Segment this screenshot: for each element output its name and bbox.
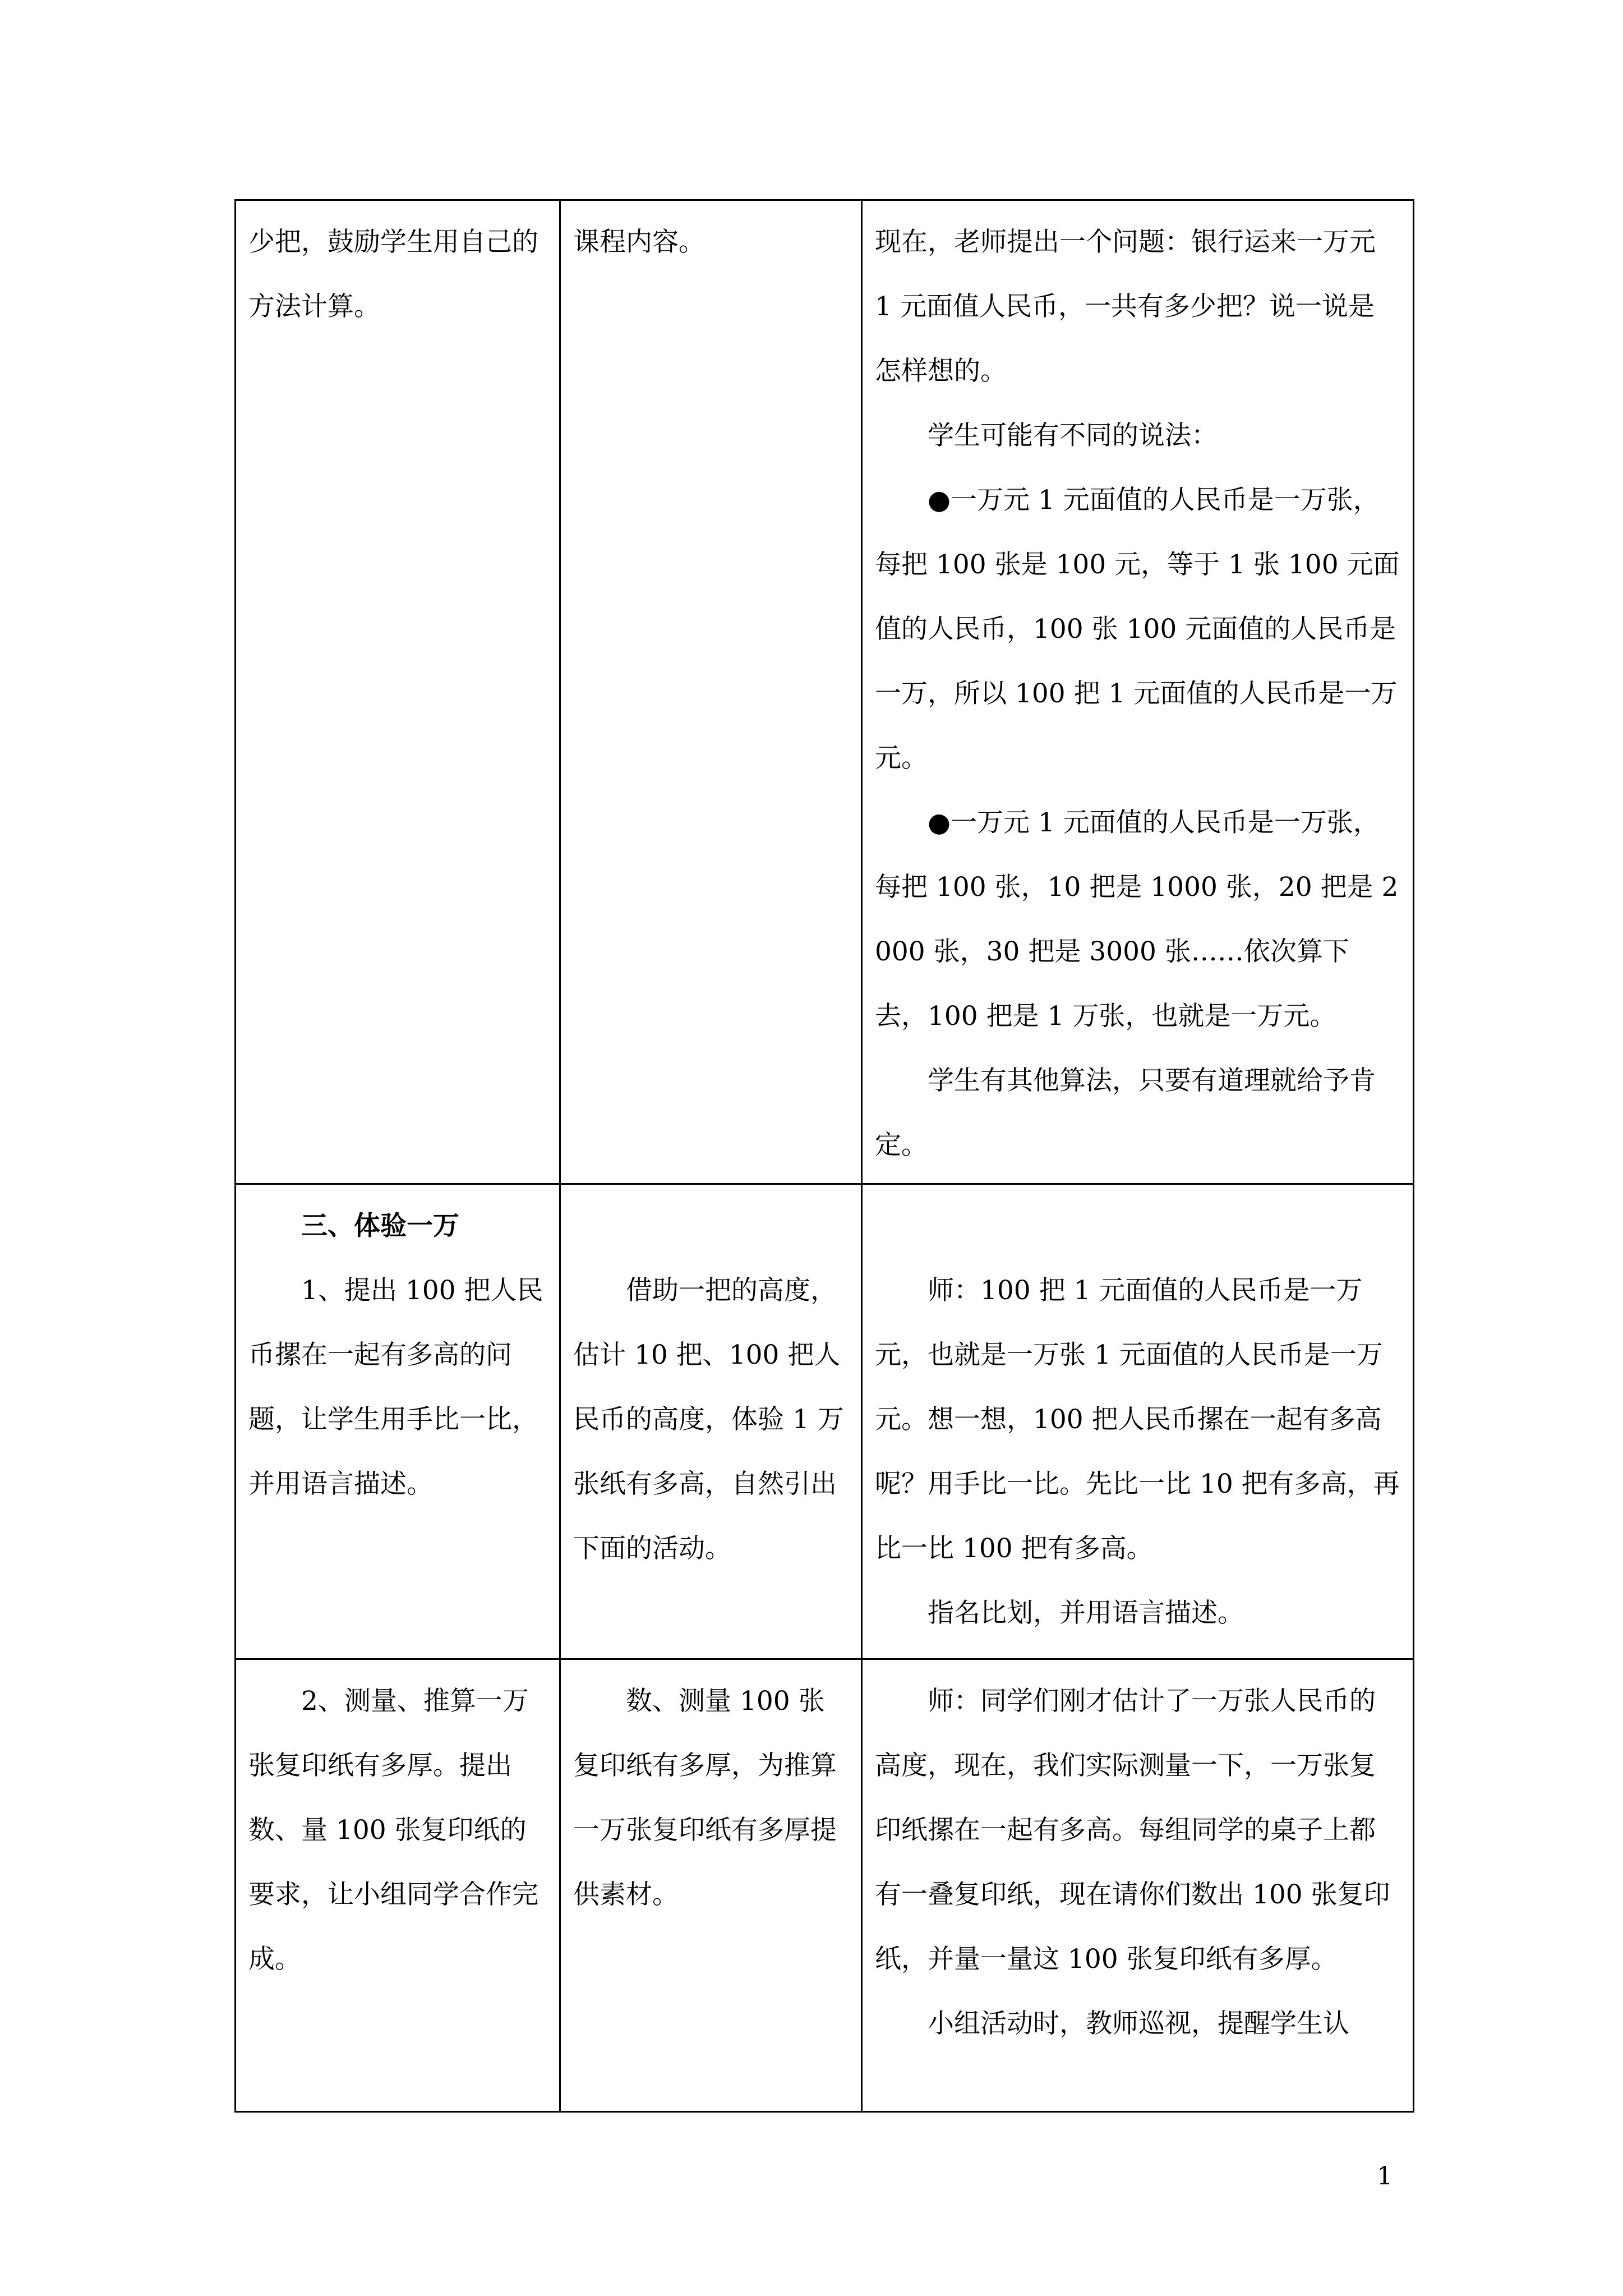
table-cell-intent [560, 1184, 862, 1659]
cell-paragraph: 1、提出 100 把人民币摞在一起有多高的问题，让学生用手比一比，并用语言描述。 [248, 1275, 543, 1499]
cell-spacer [875, 1194, 1400, 1258]
table-cell-process [862, 1659, 1414, 2112]
cell-paragraph: 师：同学们刚才估计了一万张人民币的高度，现在，我们实际测量一下，一万张复印纸摞在一起有多高。每组同学的桌子上都有一叠复印纸，现在请你们数出 100 张复印纸，并量一量这 100 张复印纸有多厚。 [875, 1686, 1390, 1975]
cell-paragraph: 现在，老师提出一个问题：银行运来一万元 1 元面值人民币，一共有多少把？说一说是怎样想的。 [875, 227, 1376, 386]
cell-paragraph: 课程内容。 [573, 227, 705, 257]
table-row [236, 1659, 1414, 2112]
table-cell-activity [236, 200, 560, 1184]
lesson-table [234, 199, 1414, 2113]
cell-paragraph: 数、测量 100 张复印纸有多厚，为推算一万张复印纸有多厚提供素材。 [573, 1686, 837, 1910]
section-title: 三、体验一万 [301, 1211, 459, 1241]
cell-paragraph: ●一万元 1 元面值的人民币是一万张，每把 100 张，10 把是 1000 张，20 把是 2000 张，30 把是 3000 张……依次算下去，100 把是 1 万张，也就是一万元。 [875, 807, 1399, 1032]
cell-paragraph: ●一万元 1 元面值的人民币是一万张，每把 100 张是 100 元，等于 1 张 100 元面值的人民币，100 张 100 元面值的人民币是一万，所以 100 把 1 元面值的人民币是一万元。 [875, 485, 1400, 774]
cell-paragraph: 借助一把的高度，估计 10 把、100 把人民币的高度，体验 1 万张纸有多高，自然引出下面的活动。 [573, 1275, 844, 1564]
cell-paragraph: 小组活动时，教师巡视，提醒学生认 [928, 2008, 1349, 2039]
table-cell-intent [560, 1659, 862, 2112]
cell-paragraph: 指名比划，并用语言描述。 [928, 1598, 1244, 1628]
table-cell-activity [236, 1659, 560, 2112]
table-cell-intent [560, 200, 862, 1184]
cell-paragraph: 2、测量、推算一万张复印纸有多厚。提出数、量 100 张复印纸的要求，让小组同学合作完成。 [248, 1686, 538, 1975]
table-cell-activity [236, 1184, 560, 1659]
cell-paragraph: 学生可能有不同的说法： [928, 420, 1218, 451]
table-row [236, 200, 1414, 1184]
table-cell-process [862, 1184, 1414, 1659]
cell-paragraph: 少把，鼓励学生用自己的方法计算。 [248, 227, 538, 322]
table-row [236, 1184, 1414, 1659]
page-number: 1 [1377, 2162, 1393, 2191]
table-cell-process [862, 200, 1414, 1184]
cell-spacer [573, 1194, 849, 1258]
cell-paragraph: 师：100 把 1 元面值的人民币是一万元，也就是一万张 1 元面值的人民币是一万元。想一想，100 把人民币摞在一起有多高呢？用手比一比。先比一比 10 把有多高，再比一比 100 把有多高。 [875, 1275, 1400, 1564]
cell-paragraph: 学生有其他算法，只要有道理就给予肯定。 [875, 1065, 1376, 1161]
